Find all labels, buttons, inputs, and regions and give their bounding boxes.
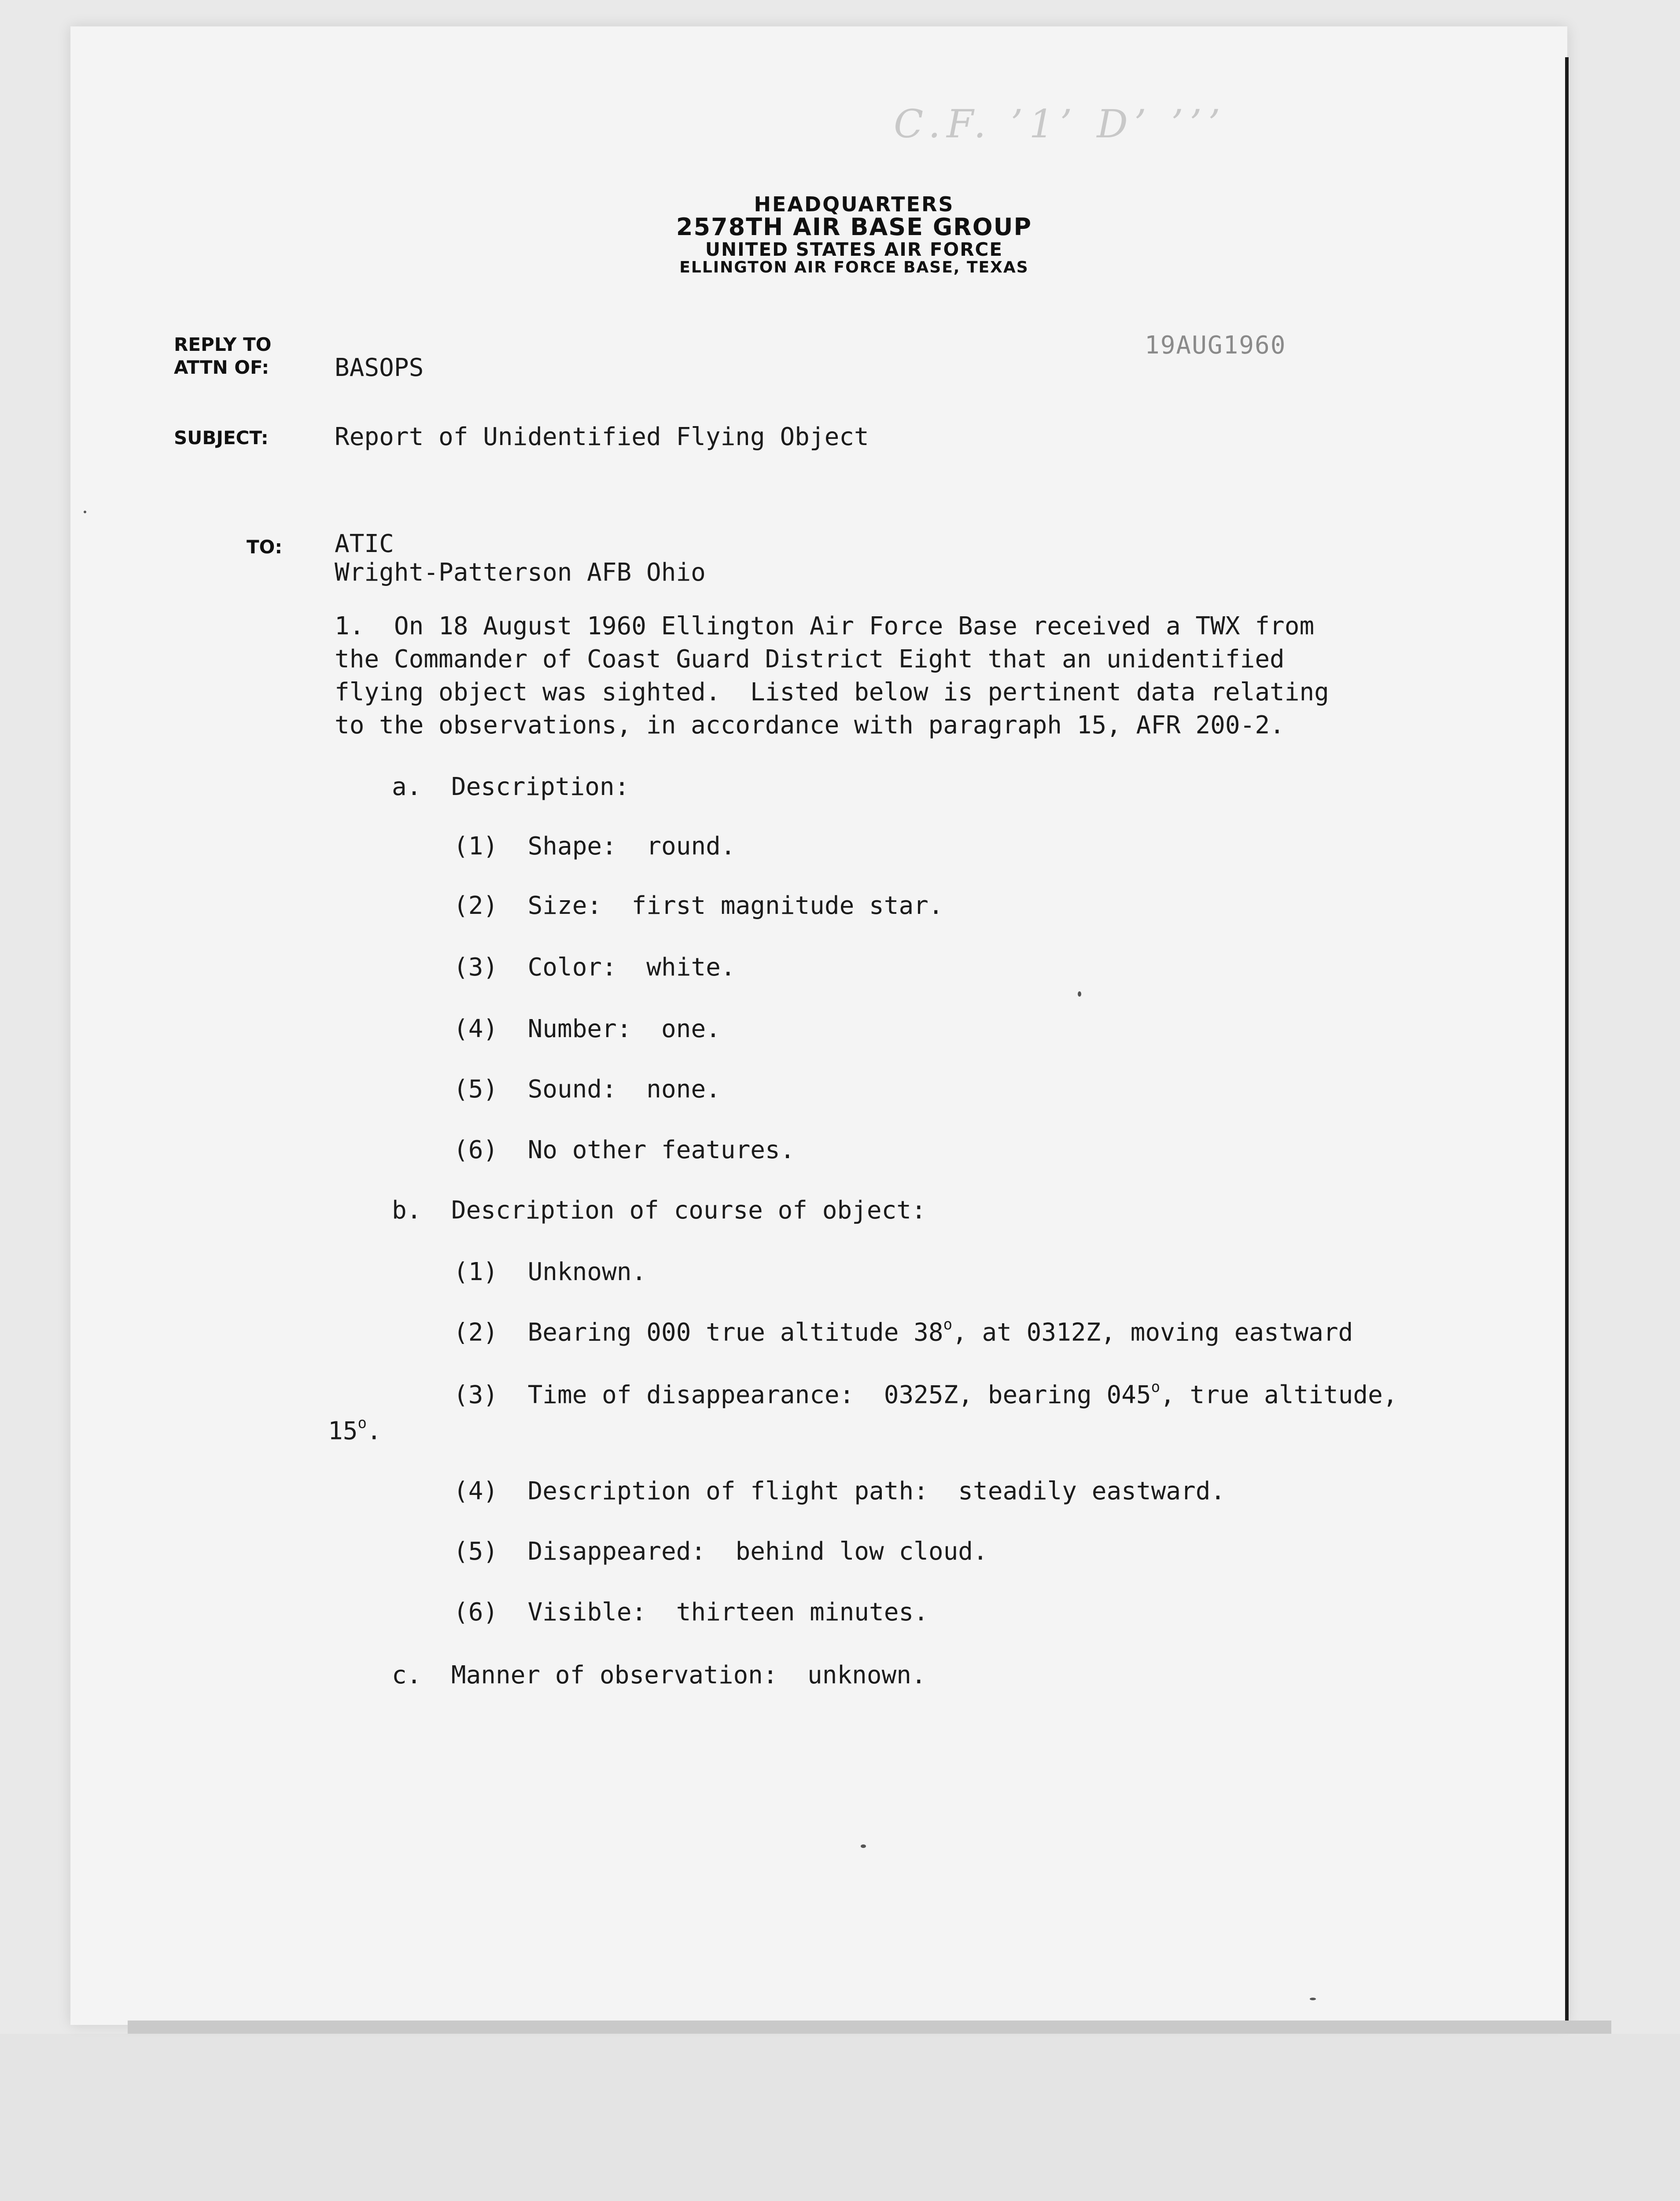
section-b-heading: b. Description of course of object: [392, 1196, 926, 1225]
paragraph-1-line3: flying object was sighted. Listed below is pertinent data relating [335, 678, 1329, 707]
subject-value: Report of Unidentified Flying Object [335, 423, 869, 451]
paragraph-1-line4: to the observations, in accordance with paragraph 15, AFR 200-2. [335, 711, 1285, 740]
section-a-item: (5) Sound: none. [453, 1075, 721, 1104]
paragraph-1-line2: the Commander of Coast Guard District Eight that an unidentified [335, 645, 1285, 674]
letterhead-line4: ELLINGTON AIR FORCE BASE, TEXAS [679, 258, 1029, 277]
section-b-item: (4) Description of flight path: steadily eastward. [453, 1477, 1226, 1505]
section-b-item: (2) Bearing 000 true altitude 38$^o$, at 0312Z, moving eastward [453, 1316, 1353, 1347]
section-a-item: (6) No other features. [453, 1136, 795, 1164]
section-a-item: (2) Size: first magnitude star. [453, 891, 943, 920]
attn-label: ATTN OF: [174, 357, 269, 378]
section-a-item: (4) Number: one. [453, 1015, 721, 1043]
to-line1: ATIC [335, 530, 394, 558]
section-b-item: (1) Unknown. [453, 1258, 647, 1286]
to-label: TO: [247, 536, 283, 558]
letterhead [634, 194, 1074, 276]
handwritten-note: C.F. ’1’ D’ ’’’ [894, 101, 1227, 147]
reply-to-label: REPLY TO [174, 334, 272, 355]
attn-value: BASOPS [335, 353, 424, 382]
scan-speck [1078, 991, 1081, 997]
scan-speck [84, 511, 86, 513]
section-a-heading: a. Description: [392, 773, 630, 801]
sheet-edge [1565, 57, 1569, 2021]
scan-speck [861, 1844, 866, 1848]
section-b-item: (6) Visible: thirteen minutes. [453, 1598, 928, 1627]
paragraph-1 [335, 610, 1479, 742]
to-line2: Wright-Patterson AFB Ohio [335, 558, 706, 587]
scan-margin [0, 2034, 1680, 2201]
scan-speck [1310, 1998, 1316, 2000]
section-a-item: (3) Color: white. [453, 953, 736, 982]
letterhead-line2: 2578TH AIR BASE GROUP [676, 213, 1032, 241]
sheet-shadow [128, 2021, 1611, 2034]
letterhead-line1: HEADQUARTERS [754, 192, 954, 216]
section-b-item: (5) Disappeared: behind low cloud. [453, 1537, 988, 1566]
document-sheet [70, 26, 1567, 2025]
paragraph-1-line1: 1. On 18 August 1960 Ellington Air Force Base received a TWX from [335, 612, 1315, 640]
section-c-heading: c. Manner of observation: unknown. [392, 1661, 926, 1689]
subject-label: SUBJECT: [174, 427, 269, 449]
section-b-item-continuation: 15$^o$. [328, 1414, 382, 1446]
section-a-item: (1) Shape: round. [453, 832, 736, 861]
section-b-item: (3) Time of disappearance: 0325Z, bearing 045$^o$, true altitude, [453, 1378, 1398, 1410]
letterhead-line3: UNITED STATES AIR FORCE [705, 238, 1003, 260]
date-stamp: 19AUG1960 [1145, 331, 1286, 360]
